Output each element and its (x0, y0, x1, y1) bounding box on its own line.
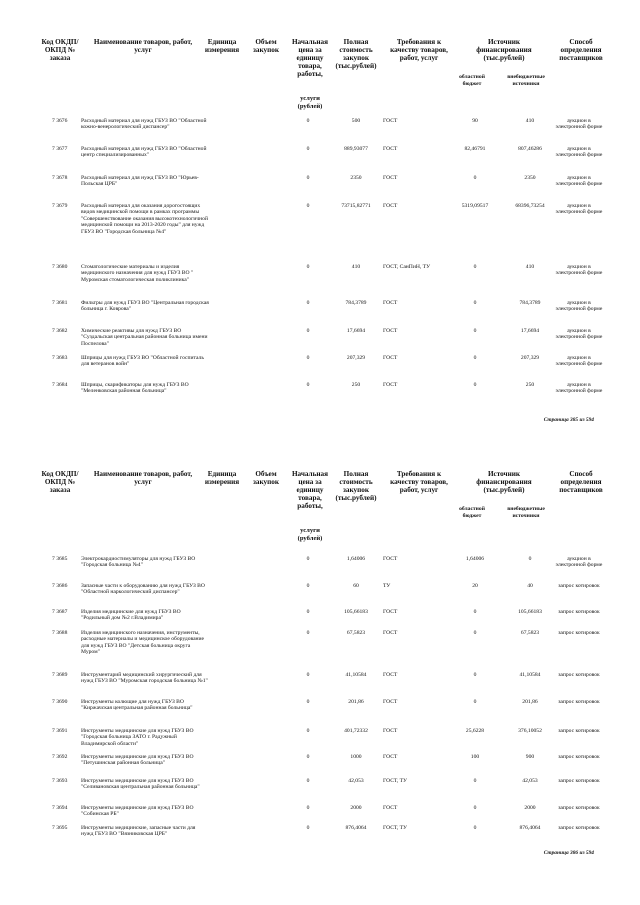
item-name: Инструменты медицинские для нужд ГБУЗ ВО "Селивановская центральная районная больница" (81, 778, 200, 791)
quality-requirement: ГОСТ (383, 146, 398, 152)
regional-budget: 0 (473, 355, 477, 361)
item-name: Расходный материал для нужд ГБУЗ ВО "Юрьев-Польская ЦРБ" (81, 175, 199, 188)
col-header-name: Наименование товаров, работ, услуг (93, 470, 193, 486)
col-header-price: Начальная цена за единицу товара, работы, (291, 38, 329, 78)
col-header-method: Способ определения поставщиков (559, 470, 603, 494)
item-name: Расходный материал для нужд ГБУЗ ВО "Областной центр специализированных" (81, 146, 207, 159)
total-cost: 889,93077 (344, 146, 368, 152)
order-number: 7 3690 (52, 699, 68, 705)
extra-budget: 42,053 (522, 778, 538, 784)
order-number: 7 3693 (52, 778, 68, 784)
item-name: Стоматологические материалы и изделия медицинского назначения для нужд ГБУЗ ВО " Муромская стоматологическая поликлиника" (81, 264, 194, 283)
unit-price: 0 (306, 778, 310, 784)
regional-budget: 82,46791 (464, 146, 486, 152)
item-name: Электрокардиостимуляторы для нужд ГБУЗ ВО "Городская больница №4" (81, 556, 196, 569)
total-cost: 250 (351, 382, 361, 388)
order-number: 7 3695 (52, 825, 68, 831)
procurement-method: аукцион в электронной форме (555, 556, 603, 569)
col-header-volume: Объем закупок (253, 38, 279, 54)
procurement-method: запрос котировок (558, 609, 600, 615)
col-header-unit: Единица измерения (204, 38, 240, 54)
order-number: 7 3676 (52, 118, 68, 124)
extra-budget: 807,46286 (518, 146, 542, 152)
page-footer: Страница 386 из 594 (543, 850, 594, 856)
order-number: 7 3685 (52, 556, 68, 562)
col-header-quality: Требования к качеству товаров, работ, услуг (390, 470, 448, 494)
unit-price: 0 (306, 146, 310, 152)
item-name: Фильтры для нужд ГБУЗ ВО "Центральная городская больница г. Коврова" (81, 300, 209, 313)
col-header-quality: Требования к качеству товаров, работ, услуг (390, 38, 448, 62)
total-cost: 67,5823 (346, 630, 366, 636)
quality-requirement: ГОСТ (383, 118, 398, 124)
item-name: Расходный материал для нужд ГБУЗ ВО "Областной кожно-венерологический диспансер" (81, 118, 207, 131)
col-header-source: Источник финансирования (тыс.рублей) (476, 38, 532, 62)
item-name: Расходный материал для оказания дорогостоящих видов медицинской помощи в рамках программы "Совершенствование оказания высокотехнологичной медицинской помощи на 2013-2020 годы" для нужд ГБУЗ ВО "Городская больница №4" (81, 203, 208, 235)
procurement-method: аукцион в электронной форме (555, 203, 603, 216)
quality-requirement: ГОСТ, СанПиН, ТУ (383, 264, 431, 270)
col-header-external: внебюджетные источники (507, 74, 545, 87)
unit-price: 0 (306, 118, 310, 124)
extra-budget: 105,66183 (518, 609, 542, 615)
procurement-method: запрос котировок (558, 805, 600, 811)
unit-price: 0 (306, 203, 310, 209)
regional-budget: 5319,09517 (461, 203, 489, 209)
order-number: 7 3686 (52, 583, 68, 589)
order-number: 7 3692 (52, 754, 68, 760)
total-cost: 2350 (350, 175, 362, 181)
order-number: 7 3683 (52, 355, 68, 361)
regional-budget: 0 (473, 175, 477, 181)
regional-budget: 25,6228 (465, 728, 485, 734)
regional-budget: 1,64006 (465, 556, 485, 562)
col-header-code: Код ОКДП/ ОКПД № заказа (41, 38, 79, 62)
unit-price: 0 (306, 300, 310, 306)
regional-budget: 0 (473, 672, 477, 678)
total-cost: 410 (351, 264, 361, 270)
item-name: Инструментарий медицинский хирургический для нужд ГБУЗ ВО "Муромская городская больница №1" (81, 672, 208, 685)
procurement-method: запрос котировок (558, 583, 600, 589)
quality-requirement: ГОСТ (383, 672, 398, 678)
col-header-cost: Полная стоимость закупок (тыс.рублей) (335, 470, 377, 502)
unit-price: 0 (306, 699, 310, 705)
unit-price: 0 (306, 728, 310, 734)
procurement-method: аукцион в электронной форме (555, 175, 603, 188)
procurement-method: запрос котировок (558, 672, 600, 678)
regional-budget: 0 (473, 630, 477, 636)
total-cost: 105,66183 (344, 609, 368, 615)
total-cost: 201,86 (348, 699, 364, 705)
item-name: Шприцы, скарификаторы для нужд ГБУЗ ВО "Меленковская районная больница" (81, 382, 189, 395)
unit-price: 0 (306, 556, 310, 562)
procurement-method: аукцион в электронной форме (555, 355, 603, 368)
regional-budget: 20 (472, 583, 478, 589)
total-cost: 784,3789 (345, 300, 367, 306)
procurement-method: запрос котировок (558, 754, 600, 760)
col-header-price-services: услуги (рублей) (297, 527, 323, 542)
procurement-method: аукцион в электронной форме (555, 264, 603, 277)
total-cost: 73715,82771 (341, 203, 371, 209)
regional-budget: 90 (472, 118, 478, 124)
quality-requirement: ГОСТ (383, 609, 398, 615)
extra-budget: 67,5823 (520, 630, 540, 636)
quality-requirement: ГОСТ (383, 754, 398, 760)
regional-budget: 0 (473, 382, 477, 388)
total-cost: 1,64006 (346, 556, 366, 562)
total-cost: 876,4064 (345, 825, 367, 831)
extra-budget: 250 (525, 382, 535, 388)
extra-budget: 207,329 (520, 355, 540, 361)
unit-price: 0 (306, 609, 310, 615)
regional-budget: 100 (470, 754, 480, 760)
unit-price: 0 (306, 805, 310, 811)
unit-price: 0 (306, 630, 310, 636)
item-name: Шприцы для нужд ГБУЗ ВО "Областной госпиталь для ветеранов войн" (81, 355, 204, 368)
regional-budget: 0 (473, 778, 477, 784)
col-header-unit: Единица измерения (204, 470, 240, 486)
extra-budget: 784,3789 (519, 300, 541, 306)
quality-requirement: ГОСТ, ТУ (383, 825, 407, 831)
procurement-method: аукцион в электронной форме (555, 300, 603, 313)
procurement-method: аукцион в электронной форме (555, 146, 603, 159)
procurement-method: запрос котировок (558, 778, 600, 784)
quality-requirement: ТУ (383, 583, 391, 589)
unit-price: 0 (306, 355, 310, 361)
total-cost: 42,053 (348, 778, 364, 784)
regional-budget: 0 (473, 805, 477, 811)
procurement-method: аукцион в электронной форме (555, 328, 603, 341)
procurement-method: запрос котировок (558, 825, 600, 831)
col-header-name: Наименование товаров, работ, услуг (93, 38, 193, 54)
unit-price: 0 (306, 825, 310, 831)
unit-price: 0 (306, 264, 310, 270)
regional-budget: 0 (473, 609, 477, 615)
quality-requirement: ГОСТ (383, 355, 398, 361)
quality-requirement: ГОСТ (383, 556, 398, 562)
col-header-external: внебюджетные источники (507, 506, 545, 519)
quality-requirement: ГОСТ (383, 382, 398, 388)
item-name: Инструменты медицинские для нужд ГБУЗ ВО "Петушинская районная больница" (81, 754, 194, 767)
regional-budget: 0 (473, 264, 477, 270)
procurement-method: аукцион в электронной форме (555, 118, 603, 131)
total-cost: 500 (351, 118, 361, 124)
quality-requirement: ГОСТ (383, 328, 398, 334)
order-number: 7 3694 (52, 805, 68, 811)
quality-requirement: ГОСТ (383, 300, 398, 306)
col-header-regional: областной бюджет (459, 506, 485, 519)
total-cost: 17,6694 (346, 328, 366, 334)
col-header-price-services: услуги (рублей) (297, 95, 323, 110)
total-cost: 2000 (350, 805, 362, 811)
order-number: 7 3678 (52, 175, 68, 181)
order-number: 7 3687 (52, 609, 68, 615)
total-cost: 1000 (350, 754, 362, 760)
item-name: Изделия медицинского назначения, инструменты, расходные материалы и медицинское оборудование для нужд ГБУЗ ВО "Детская больница округа Муром" (81, 630, 205, 656)
col-header-volume: Объем закупок (253, 470, 279, 486)
col-header-code: Код ОКДП/ ОКПД № заказа (41, 470, 79, 494)
order-number: 7 3680 (52, 264, 68, 270)
page-footer: Страница 385 из 594 (543, 417, 594, 423)
total-cost: 60 (353, 583, 359, 589)
col-header-regional: областной бюджет (459, 74, 485, 87)
extra-budget: 2000 (524, 805, 536, 811)
extra-budget: 2350 (524, 175, 536, 181)
order-number: 7 3684 (52, 382, 68, 388)
item-name: Инструменты медицинские для нужд ГБУЗ ВО "Городская больница ЗАТО г. Радужный Владимирской области" (81, 728, 194, 747)
order-number: 7 3691 (52, 728, 68, 734)
extra-budget: 201,86 (522, 699, 538, 705)
quality-requirement: ГОСТ, ТУ (383, 778, 407, 784)
regional-budget: 0 (473, 825, 477, 831)
extra-budget: 410 (525, 118, 535, 124)
extra-budget: 68396,73254 (515, 203, 545, 209)
extra-budget: 0 (528, 556, 532, 562)
order-number: 7 3688 (52, 630, 68, 636)
regional-budget: 0 (473, 300, 477, 306)
order-number: 7 3682 (52, 328, 68, 334)
extra-budget: 41,10584 (519, 672, 541, 678)
total-cost: 207,329 (346, 355, 366, 361)
item-name: Химические реактивы для нужд ГБУЗ ВО "Суздальская центральная районная больница имени Поспелова" (81, 328, 208, 347)
extra-budget: 40 (527, 583, 533, 589)
extra-budget: 900 (525, 754, 535, 760)
total-cost: 41,10584 (345, 672, 367, 678)
order-number: 7 3681 (52, 300, 68, 306)
regional-budget: 0 (473, 328, 477, 334)
total-cost: 401,72332 (344, 728, 368, 734)
extra-budget: 410 (525, 264, 535, 270)
col-header-source: Источник финансирования (тыс.рублей) (476, 470, 532, 494)
item-name: Инструменты медицинские, запасные части для нужд ГБУЗ ВО "Вязниковская ЦРБ" (81, 825, 196, 838)
procurement-method: запрос котировок (558, 699, 600, 705)
unit-price: 0 (306, 583, 310, 589)
order-number: 7 3689 (52, 672, 68, 678)
item-name: Инструменты медицинские для нужд ГБУЗ ВО "Собинская РБ" (81, 805, 194, 818)
extra-budget: 17,6694 (520, 328, 540, 334)
quality-requirement: ГОСТ (383, 805, 398, 811)
item-name: Инструменты колющие для нужд ГБУЗ ВО "Киржачская центральная районная больница" (81, 699, 193, 712)
col-header-price: Начальная цена за единицу товара, работы, (291, 470, 329, 510)
item-name: Запасные части к оборудованию для нужд ГБУЗ ВО "Областной наркологический диспансер" (81, 583, 205, 596)
quality-requirement: ГОСТ (383, 203, 398, 209)
quality-requirement: ГОСТ (383, 175, 398, 181)
procurement-method: запрос котировок (558, 728, 600, 734)
procurement-method: запрос котировок (558, 630, 600, 636)
unit-price: 0 (306, 672, 310, 678)
unit-price: 0 (306, 754, 310, 760)
col-header-cost: Полная стоимость закупок (тыс.рублей) (335, 38, 377, 70)
item-name: Изделия медицинские для нужд ГБУЗ ВО "Родильный дом №2 г.Владимира" (81, 609, 181, 622)
procurement-method: аукцион в электронной форме (555, 382, 603, 395)
order-number: 7 3679 (52, 203, 68, 209)
col-header-method: Способ определения поставщиков (559, 38, 603, 62)
extra-budget: 876,4064 (519, 825, 541, 831)
regional-budget: 0 (473, 699, 477, 705)
quality-requirement: ГОСТ (383, 630, 398, 636)
unit-price: 0 (306, 175, 310, 181)
order-number: 7 3677 (52, 146, 68, 152)
unit-price: 0 (306, 382, 310, 388)
quality-requirement: ГОСТ (383, 699, 398, 705)
unit-price: 0 (306, 328, 310, 334)
page-1 (0, 38, 640, 458)
extra-budget: 376,10052 (518, 728, 542, 734)
quality-requirement: ГОСТ (383, 728, 398, 734)
